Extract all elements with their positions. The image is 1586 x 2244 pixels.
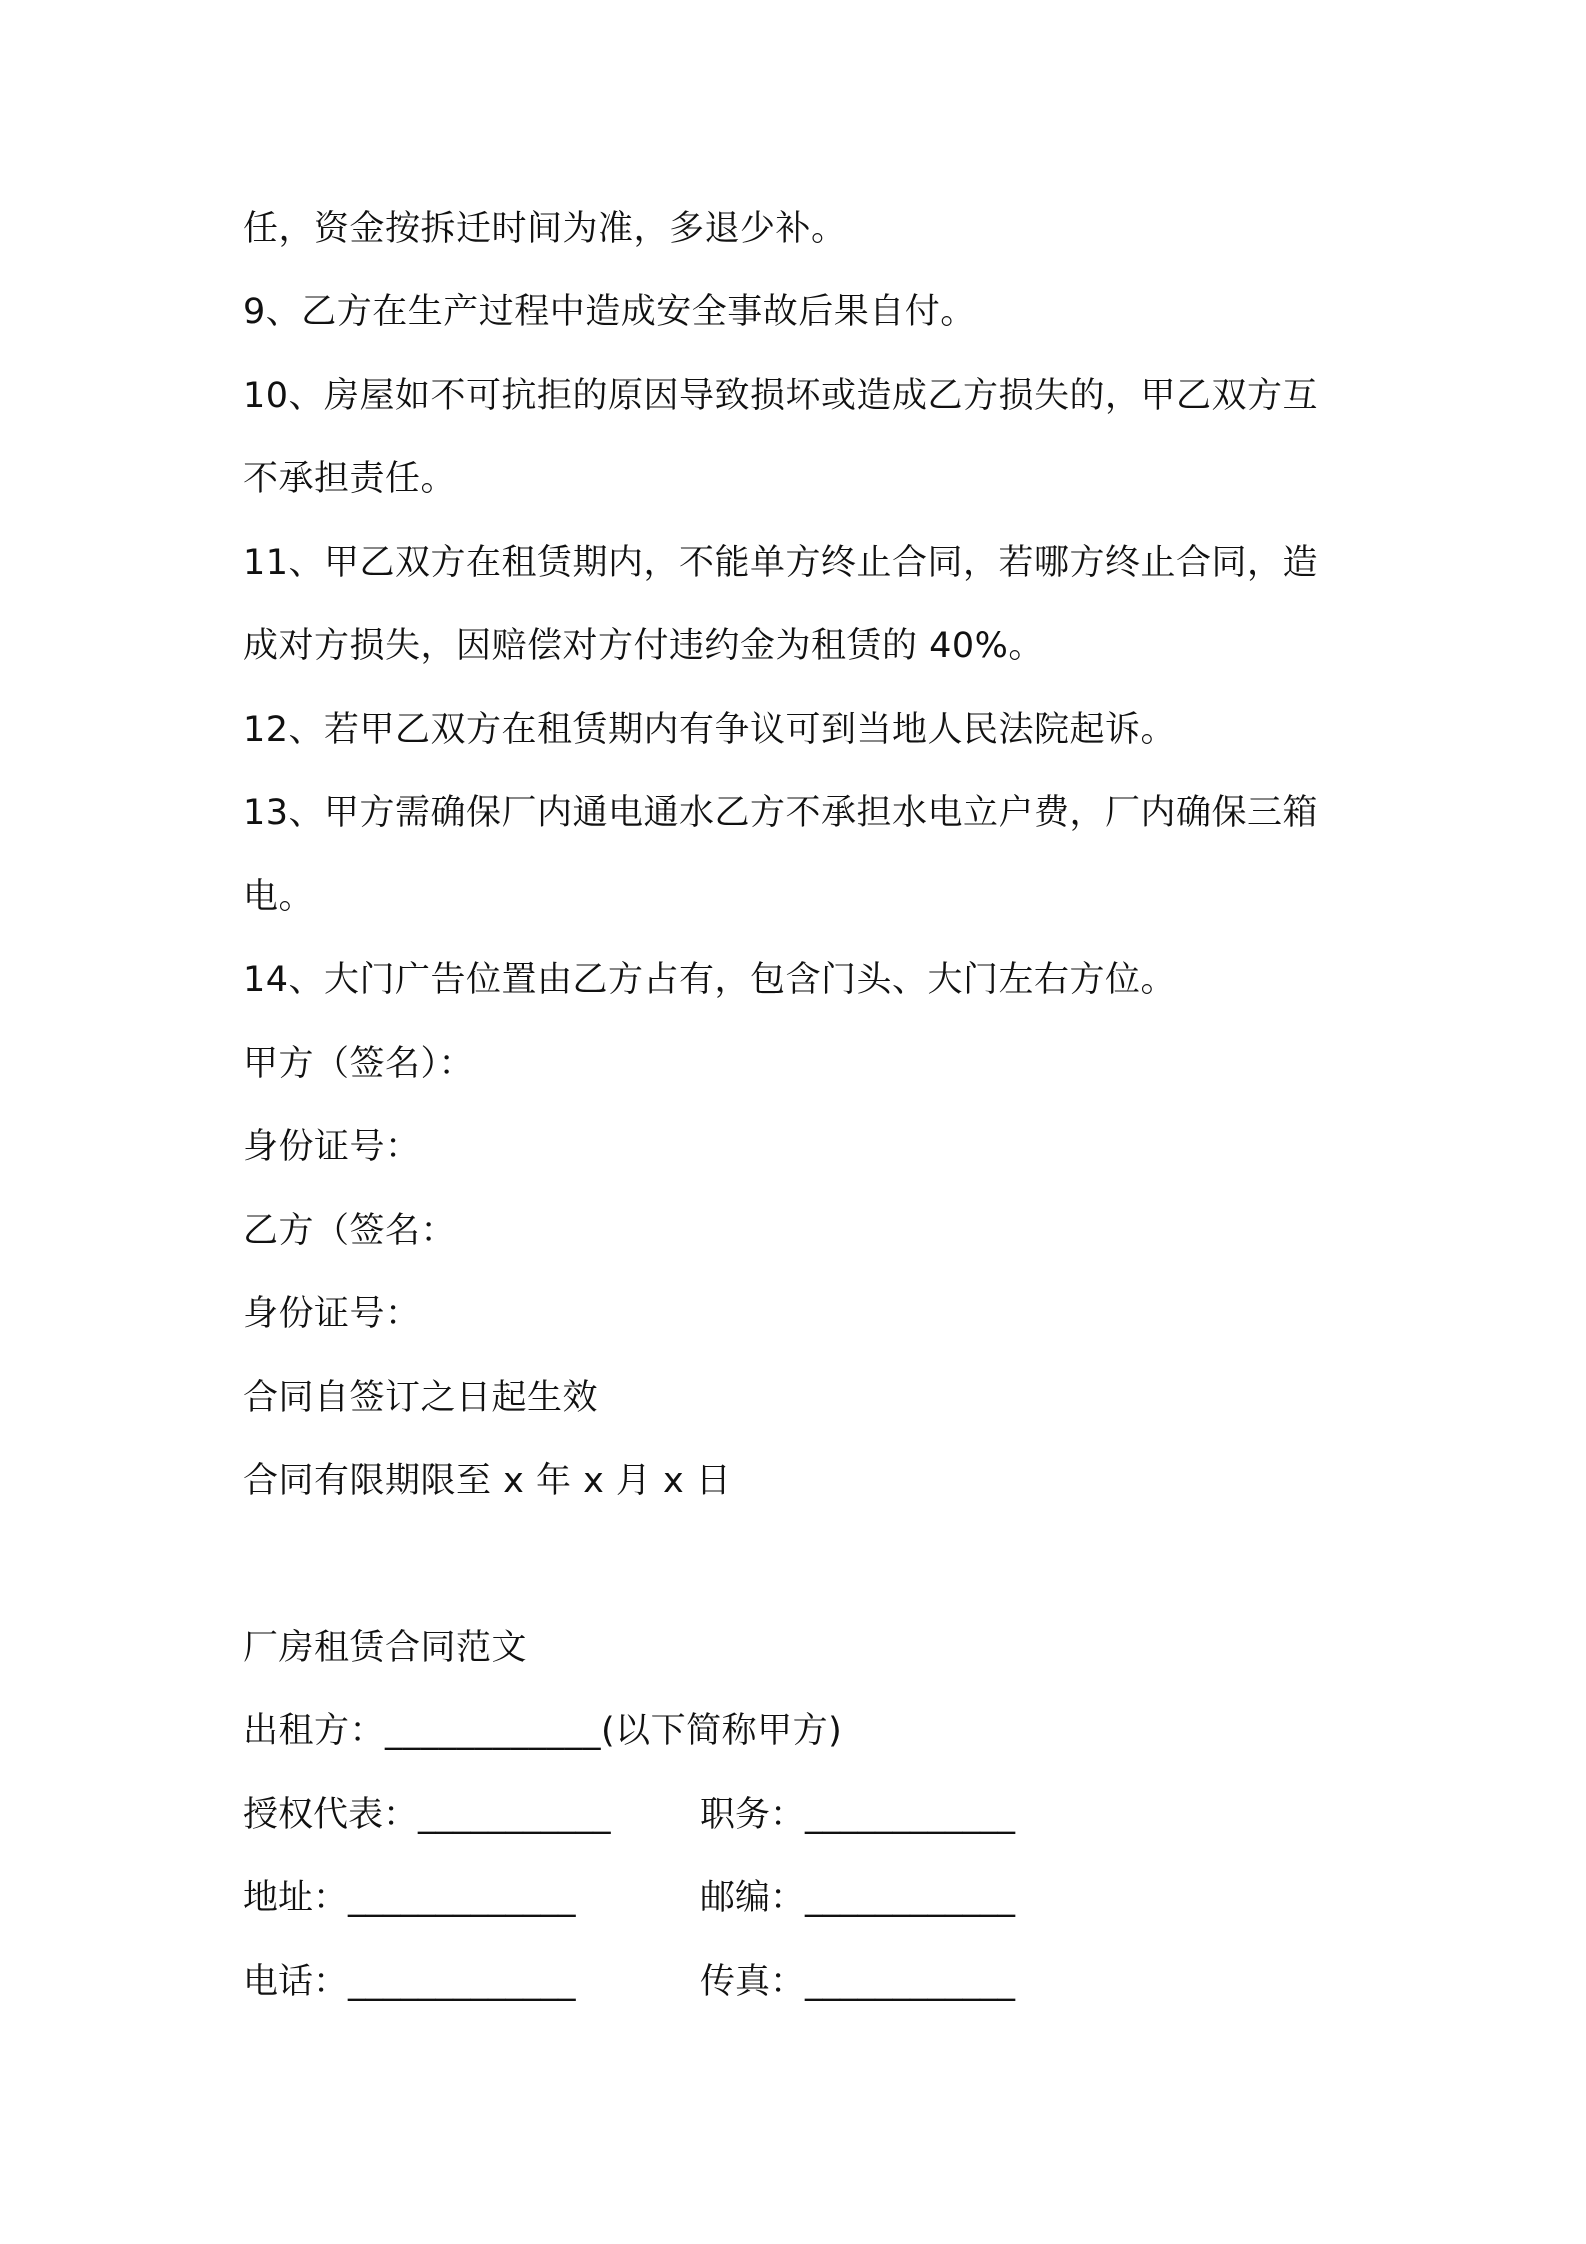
clause-9: 9、乙方在生产过程中造成安全事故后果自付。 [243, 292, 976, 332]
clause-13-line-2: 电。 [243, 877, 315, 917]
party-a-signature: 甲方（签名）： [243, 1044, 475, 1084]
term-clause: 合同有限期限至 x 年 x 月 x 日 [243, 1461, 732, 1501]
party-b-id-number: 身份证号： [243, 1294, 421, 1334]
clause-12: 12、若甲乙双方在租赁期内有争议可到当地人民法院起诉。 [243, 710, 1177, 750]
clause-11-line-2: 成对方损失，因赔偿对方付违约金为租赁的 40%。 [243, 626, 1044, 666]
authorized-rep-field: 授权代表：___________ [243, 1795, 611, 1835]
clause-14: 14、大门广告位置由乙方占有，包含门头、大门左右方位。 [243, 960, 1177, 1000]
clause-11-line-1: 11、甲乙双方在租赁期内，不能单方终止合同，若哪方终止合同，造 [243, 543, 1319, 583]
clause-13-line-1: 13、甲方需确保厂内通电通水乙方不承担水电立户费，厂内确保三箱 [243, 793, 1319, 833]
clause-10-line-1: 10、房屋如不可抗拒的原因导致损坏或造成乙方损失的，甲乙双方互 [243, 376, 1319, 416]
fax-field: 传真：____________ [700, 1962, 1016, 2002]
clause-8-continuation: 任，资金按拆迁时间为准，多退少补。 [243, 209, 847, 249]
contract-title: 厂房租赁合同范文 [243, 1628, 528, 1668]
party-a-id-number: 身份证号： [243, 1127, 421, 1167]
clause-10-line-2: 不承担责任。 [243, 459, 457, 499]
party-b-signature: 乙方（签名： [243, 1211, 457, 1251]
effective-date-clause: 合同自签订之日起生效 [243, 1378, 599, 1418]
phone-field: 电话：_____________ [243, 1962, 576, 2002]
address-field: 地址：_____________ [243, 1878, 576, 1918]
lessor-field: 出租方：____________(以下简称甲方) [243, 1711, 843, 1751]
position-field: 职务：____________ [700, 1795, 1016, 1835]
postcode-field: 邮编：____________ [700, 1878, 1016, 1918]
